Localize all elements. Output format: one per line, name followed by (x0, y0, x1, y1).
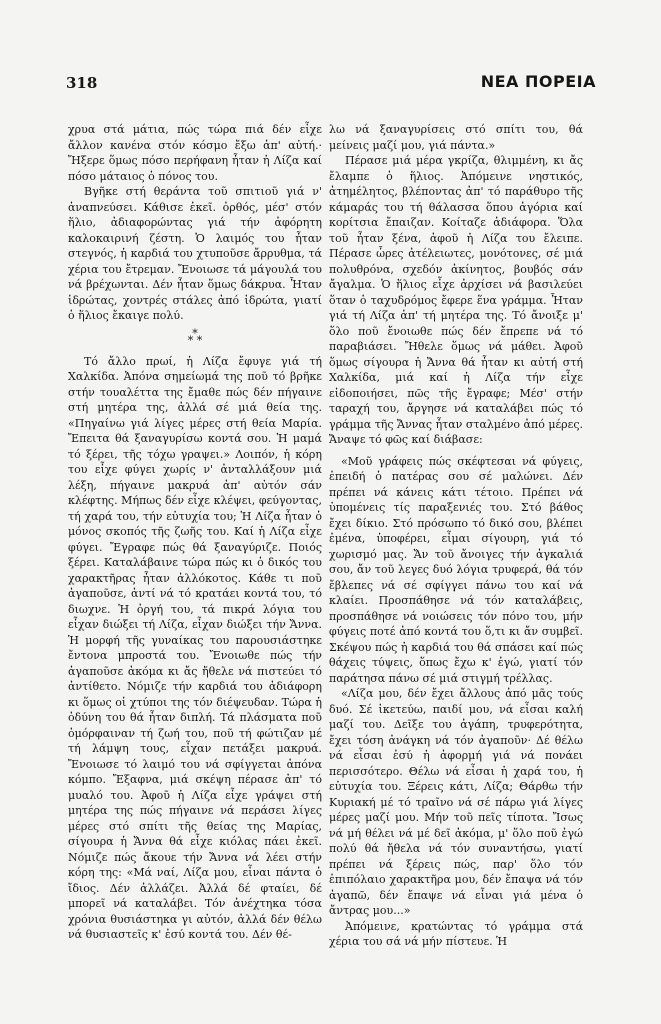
paragraph: Ἀπόμεινε, κρατώντας τό γράμμα στά χέρια του σά νά μήν πίστευε. Ἡ (329, 919, 583, 948)
paragraph: Βγῆκε στή θεράντα τοῦ σπιτιοῦ γιά ν' ἀναπνεύσει. Κάθισε ἐκεῖ. ὀρθός, μέσ' στόν ἥλιο, ἀδιαφορώντας γιά τήν ἀφόρητη καλοκαιρινή ζέστη. Ὁ λαιμός του ἦταν στεγνός, ἡ καρδιά του χτυποῦσε ἄρρυθμα, τά χέρια του ἔτρεμαν. Ἔνοιωσε τά μάγουλά του νά βρέχωνται. Δέν ἦταν ὅμως δάκρυα. Ἦταν ἱδρώτας, χοντρές στάλες ἀπό ἱδρώτα, γιατί ὁ ἥλιος ἔκαιγε πολύ. (68, 185, 322, 322)
page-number: 318 (66, 74, 98, 92)
right-column (329, 122, 583, 950)
paragraph: λω νά ξαναγυρίσεις στό σπίτι του, θά μείνεις μαζί μου, γιά πάντα.» (329, 123, 583, 152)
section-break-asterism (68, 324, 322, 354)
letter-paragraph: «Μοῦ γράφεις πώς σκέφτεσαι νά φύγεις, ἐπειδή ὁ πατέρας σου σέ μαλώνει. Δέν πρέπει νά κάνεις κάτι τέτοιο. Πρέπει νά ὑπομένεις τίς παραξενιές του. Στό βάθος ἔχει δίκιο. Στό πρόσωπο τό δικό σου, βλέπει ἐμένα, ὑποφέρει, εἶμαι σίγουρη, γιά τό χωρισμό μας. Ἄν τοῦ ἄνοιγες τήν ἀγκαλιά σου, ἄν τοῦ λεγες δυό λόγια τρυφερά, θά τόν ἔβλεπες νά σέ σφίγγει πάνω του καί νά κλαίει. Προσπάθησε νά τόν καταλάβεις, προσπάθησε νά νοιώσεις τόν πόνο του, μήν φύγεις ποτέ ἀπό κοντά του ὅ,τι κι ἄν συμβεῖ. Σκέψου πώς ἡ καρδιά του θά σπάσει καί πώς θάχεις τύψεις, ὅπως ἔχω κ' ἐγώ, γιατί τόν παράτησα πάνω σέ μιά στιγμή τρέλλας. (329, 454, 583, 685)
paragraph: Τό ἄλλο πρωί, ἡ Λίζα ἔφυγε γιά τή Χαλκίδα. Ἀπόνα σημείωμά της ποῦ τό βρῆκε στήν τουαλέττα της ἔμαθε πώς δέν πήγαινε στή μητέρα της, ἀλλά σέ μιά θεία της. «Πηγαίνω γιά λίγες μέρες στή θεία Μαρία. Ἔπειτα θά ξαναγυρίσω κοντά σου. Ἡ μαμά τό ξέρει, τῆς τόχω γραψει.» Λοιπόν, ἡ κόρη του εἶχε φύγει χωρίς ν' ἀνταλλάξουν μιά λέξη, πήγαινε μακρυά ἀπ' αὐτόν σάν κλέφτης. Μήπως δέν εἶχε κλέψει, φεύγοντας, τή χαρά του, τήν εὐτυχία του; Ἡ Λίζα ἦταν ὁ μόνος σκοπός τῆς ζωῆς του. Καί ἡ Λίζα εἶχε φύγει. Ἔγραφε πώς θά ξαναγύριζε. Ποιός ξέρει. Καταλάβαινε τώρα πώς κι ὁ δικός του χαρακτῆρας ἦταν ἀλλόκοτος. Κάθε τι ποῦ ἀγαποῦσε, ἀντί νά τό κρατάει κοντά του, τό διωχνε. Ἡ ὀργή του, τά πικρά λόγια του εἶχαν διώξει τή Λίζα, εἶχαν διώξει τήν Ἄννα. Ἡ μορφή τῆς γυναίκας του παρουσιάστηκε ἔντονα μπροστά του. Ἔνοιωθε πώς τήν ἀγαποῦσε ἀκόμα κι ἄς ἤθελε νά πιστεύει τό ἀντίθετο. Νόμιζε τήν καρδιά του ἀδιάφορη κι ὅμως οἱ χτύποι της τόν διέψευδαν. Τώρα ἡ ὀδύνη του θά ἦταν διπλή. Τά πλάσματα ποῦ ὀμόρφαιναν τή ζωή του, ποῦ τή φώτιζαν μέ τή λάμψη τους, εἶχαν πετάξει μακρυά. Ἔνοιωσε τό λαιμό του νά σφίγγεται ἀπόνα κόμπο. Ἔξαφνα, μιά σκέψη πέρασε ἀπ' τό μυαλό του. Ἀφοῦ ἡ Λίζα εἶχε γράψει στή μητέρα της πώς πήγαινε νά περάσει λίγες μέρες στό σπίτι τῆς θείας της Μαρίας, σίγουρα ἡ Ἄννα θά εἶχε κιόλας πάει ἐκεῖ. Νόμιζε πώς ἄκουε τήν Ἄννα νά λέει στήν κόρη της: «Μά ναί, Λίζα μου, εἶναι πάντα ὁ ἴδιος. Δέν ἀλλάζει. Ἀλλά δέ φταίει, δέ μπορεῖ νά καταλάβει. Τόν ἀνέχτηκα τόσα χρόνια θυσιάστηκα γι αὐτόν, ἀλλά δέν θέλω νά θυσιαστεῖς κ' ἐσύ κοντά του. Δέν θέ- (68, 354, 322, 941)
asterism-glyph: * * * (187, 326, 203, 347)
letter-paragraph: «Λίζα μου, δέν ἔχει ἄλλους ἀπό μᾶς τούς δυό. Σέ ἱκετεύω, παιδί μου, νά εἶσαι καλή μαζί του. Δεῖξε του ἀγάπη, τρυφερότητα, ἔχει τόση ἀνάγκη νά τόν ἀγαποῦν· Δέ θέλω νά εἶσαι ἐσύ ἡ ἀφορμή γιά νά πονάει περισσότερο. Θέλω νά εἶσαι ἡ χαρά του, ἡ εὐτυχία του. Ξέρεις κάτι, Λίζα; Θάρθω τήν Κυριακή μέ τό τραῖνο νά σέ πάρω γιά λίγες μέρες μαζί μου. Μήν τοῦ πεῖς τίποτα. Ἴσως νά μή θέλει νά μέ δεῖ ἀκόμα, μ' ὅλο ποῦ ἐγώ πολύ θά ἤθελα νά τόν συναντήσω, γιατί πρέπει νά ξέρεις πώς, παρ' ὅλο τόν ἐπιπόλαιο χαρακτῆρα μου, δέν ἔπαψα νά τόν ἀγαπῶ, δέν ἔπαψε νά εἶναι γιά μένα ὁ ἄντρας μου...» (329, 687, 583, 917)
paragraph: χρυα στά μάτια, πώς τώρα πιά δέν εἶχε ἄλλον κανένα στόν κόσμο ἔξω ἀπ' αὐτή.· Ἤξερε ὅμως πόσο περήφανη ἦταν ἡ Λίζα καί πόσο μάταιος ὁ πόνος του. (68, 123, 322, 183)
left-column (68, 122, 322, 943)
page-header (66, 72, 596, 98)
paragraph: Πέρασε μιά μέρα γκρίζα, θλιμμένη, κι ἄς ἔλαμπε ὁ ἥλιος. Ἀπόμεινε νηστικός, ἀτημέλητος, βλέποντας ἀπ' τό παράθυρο τῆς κάμαράς του τή θάλασσα ὅπου ἀγόρια καί κορίτσια ἔπαιζαν. Κοίταζε ἀδιάφορα. Ὅλα τοῦ ἦταν ξένα, ἀφοῦ ἡ Λίζα του ἔλειπε. Πέρασε ὧρες ἀτέλειωτες, μονότονες, σέ μιά πολυθρόνα, σχεδόν ἀκίνητος, βουβός σάν ἄγαλμα. Ὁ ἥλιος εἶχε ἀρχίσει νά βασιλεύει ὅταν ὁ ταχυδρόμος ἔφερε ἕνα γράμμα. Ἦταν γιά τή Λίζα ἀπ' τή μητέρα της. Τό ἄνοιξε μ' ὅλο ποῦ ἔνοιωθε πώς δέν ἔπρεπε νά τό παραβιάσει. Ἤθελε ὅμως νά μάθει. Ἀφοῦ ὅμως σίγουρα ἡ Ἄννα θά ἦταν κι αὐτή στή Χαλκίδα, μιά καί ἡ Λίζα τήν εἶχε εἰδοποιήσει, πῶς τῆς ἔγραφε; Μέσ' στήν ταραχή του, ἄργησε νά καταλάβει πώς τό γράμμα τῆς Ἄννας ἦταν σταλμένο ἀπό μέρες. Ἄναψε τό φῶς καί διάβασε: (329, 154, 583, 446)
journal-title: ΝΕΑ ΠΟΡΕΙΑ (480, 72, 596, 91)
